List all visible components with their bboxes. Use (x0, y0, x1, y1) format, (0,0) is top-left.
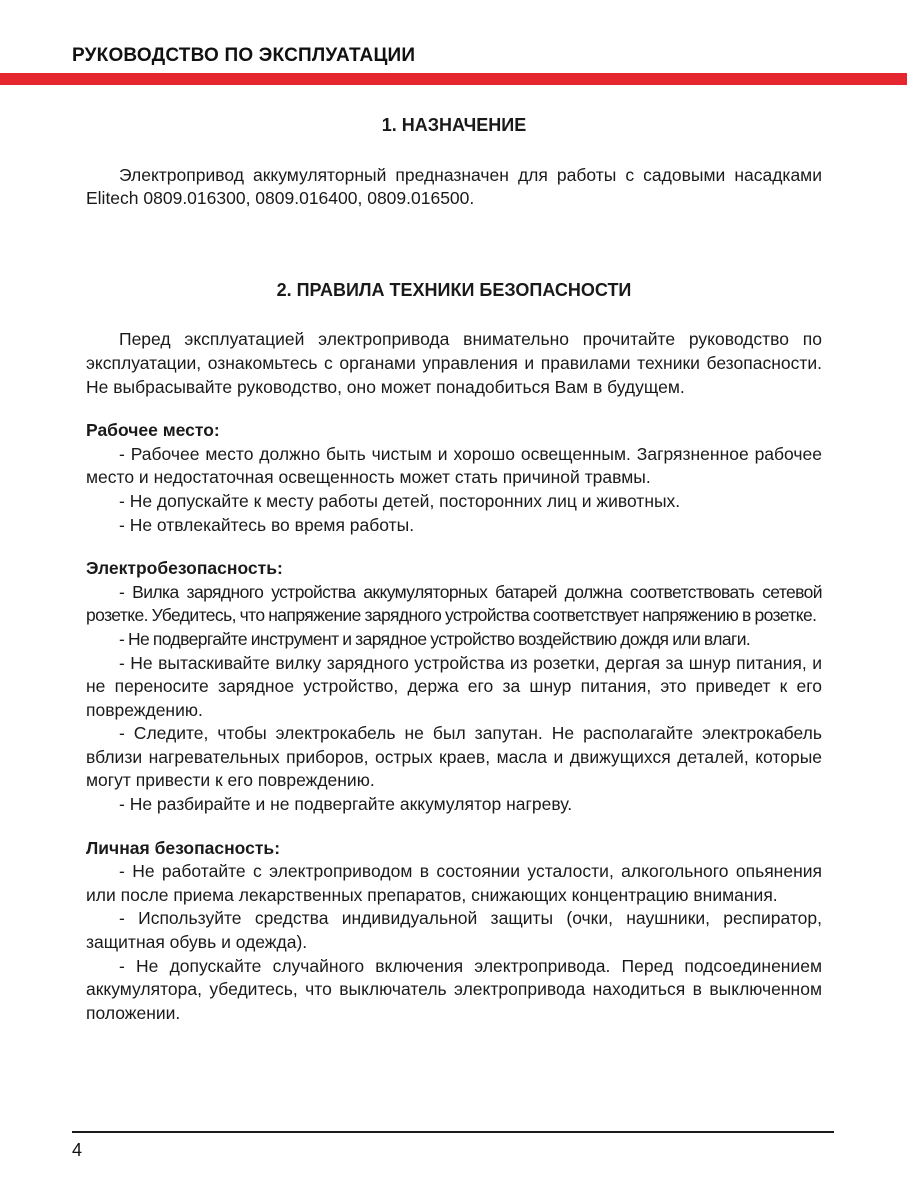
workplace-item: - Не отвлекайтесь во время работы. (119, 514, 415, 535)
footer-rule (72, 1131, 834, 1133)
electrical-item: - Следите, чтобы электрокабель не был запутан. Не располагайте электрокабель вблизи нагревательных приборов, острых краев, масла и движущихся деталей, которые могут привести к его повреждению. (86, 723, 822, 791)
section-title-safety: 2. ПРАВИЛА ТЕХНИКИ БЕЗОПАСНОСТИ (276, 279, 632, 300)
electrical-item: - Не вытаскивайте вилку зарядного устройства из розетки, дергая за шнур питания, и не переносите зарядное устройство, держа его за шнур питания, это приведет к его повреждению. (86, 652, 822, 720)
subheading-electrical-safety: Электробезопасность: (86, 558, 283, 579)
subheading-personal-safety: Личная безопасность: (86, 837, 281, 858)
workplace-item: - Рабочее место должно быть чистым и хорошо освещенным. Загрязненное рабочее место и недостаточная освещенность может стать причиной травмы. (86, 443, 822, 488)
subheading-workplace: Рабочее место: (86, 420, 220, 441)
electrical-item: - Не подвергайте инструмент и зарядное устройство воздействию дождя или влаги. (119, 628, 751, 649)
workplace-item: - Не допускайте к месту работы детей, посторонних лиц и животных. (119, 490, 681, 511)
personal-item: - Используйте средства индивидуальной защиты (очки, наушники, респиратор, защитная обувь и одежда). (86, 908, 822, 953)
personal-item: - Не допускайте случайного включения электропривода. Перед подсоединением аккумулятора, убедитесь, что выключатель электропривода находиться в выключенном положении. (86, 955, 822, 1023)
safety-intro-paragraph: Перед эксплуатацией электропривода внимательно прочитайте руководство по эксплуатации, ознакомьтесь с органами управления и правилами техники безопасности. Не выбрасывайте руководство, оно может понадобиться Вам в будущем. (86, 329, 822, 397)
electrical-item: - Не разбирайте и не подвергайте аккумулятор нагреву. (119, 794, 573, 815)
page-number: 4 (72, 1140, 83, 1160)
purpose-paragraph: Электропривод аккумуляторный предназначен для работы с садовыми насадками Elitech 0809.016300, 0809.016400, 0809.016500. (86, 164, 822, 209)
personal-item: - Не работайте с электроприводом в состоянии усталости, алкогольного опьянения или после приема лекарственных препаратов, снижающих концентрацию внимания. (86, 861, 822, 905)
page-content (86, 110, 822, 1025)
header-accent-bar (0, 73, 907, 85)
document-header-title: РУКОВОДСТВО ПО ЭКСПЛУАТАЦИИ (72, 45, 416, 66)
electrical-item: - Вилка зарядного устройства аккумуляторных батарей должна соответствовать сетевой розетке. Убедитесь, что напряжение зарядного устройства соответствует напряжению в розетке. (86, 581, 822, 626)
section-title-purpose: 1. НАЗНАЧЕНИЕ (381, 115, 527, 135)
